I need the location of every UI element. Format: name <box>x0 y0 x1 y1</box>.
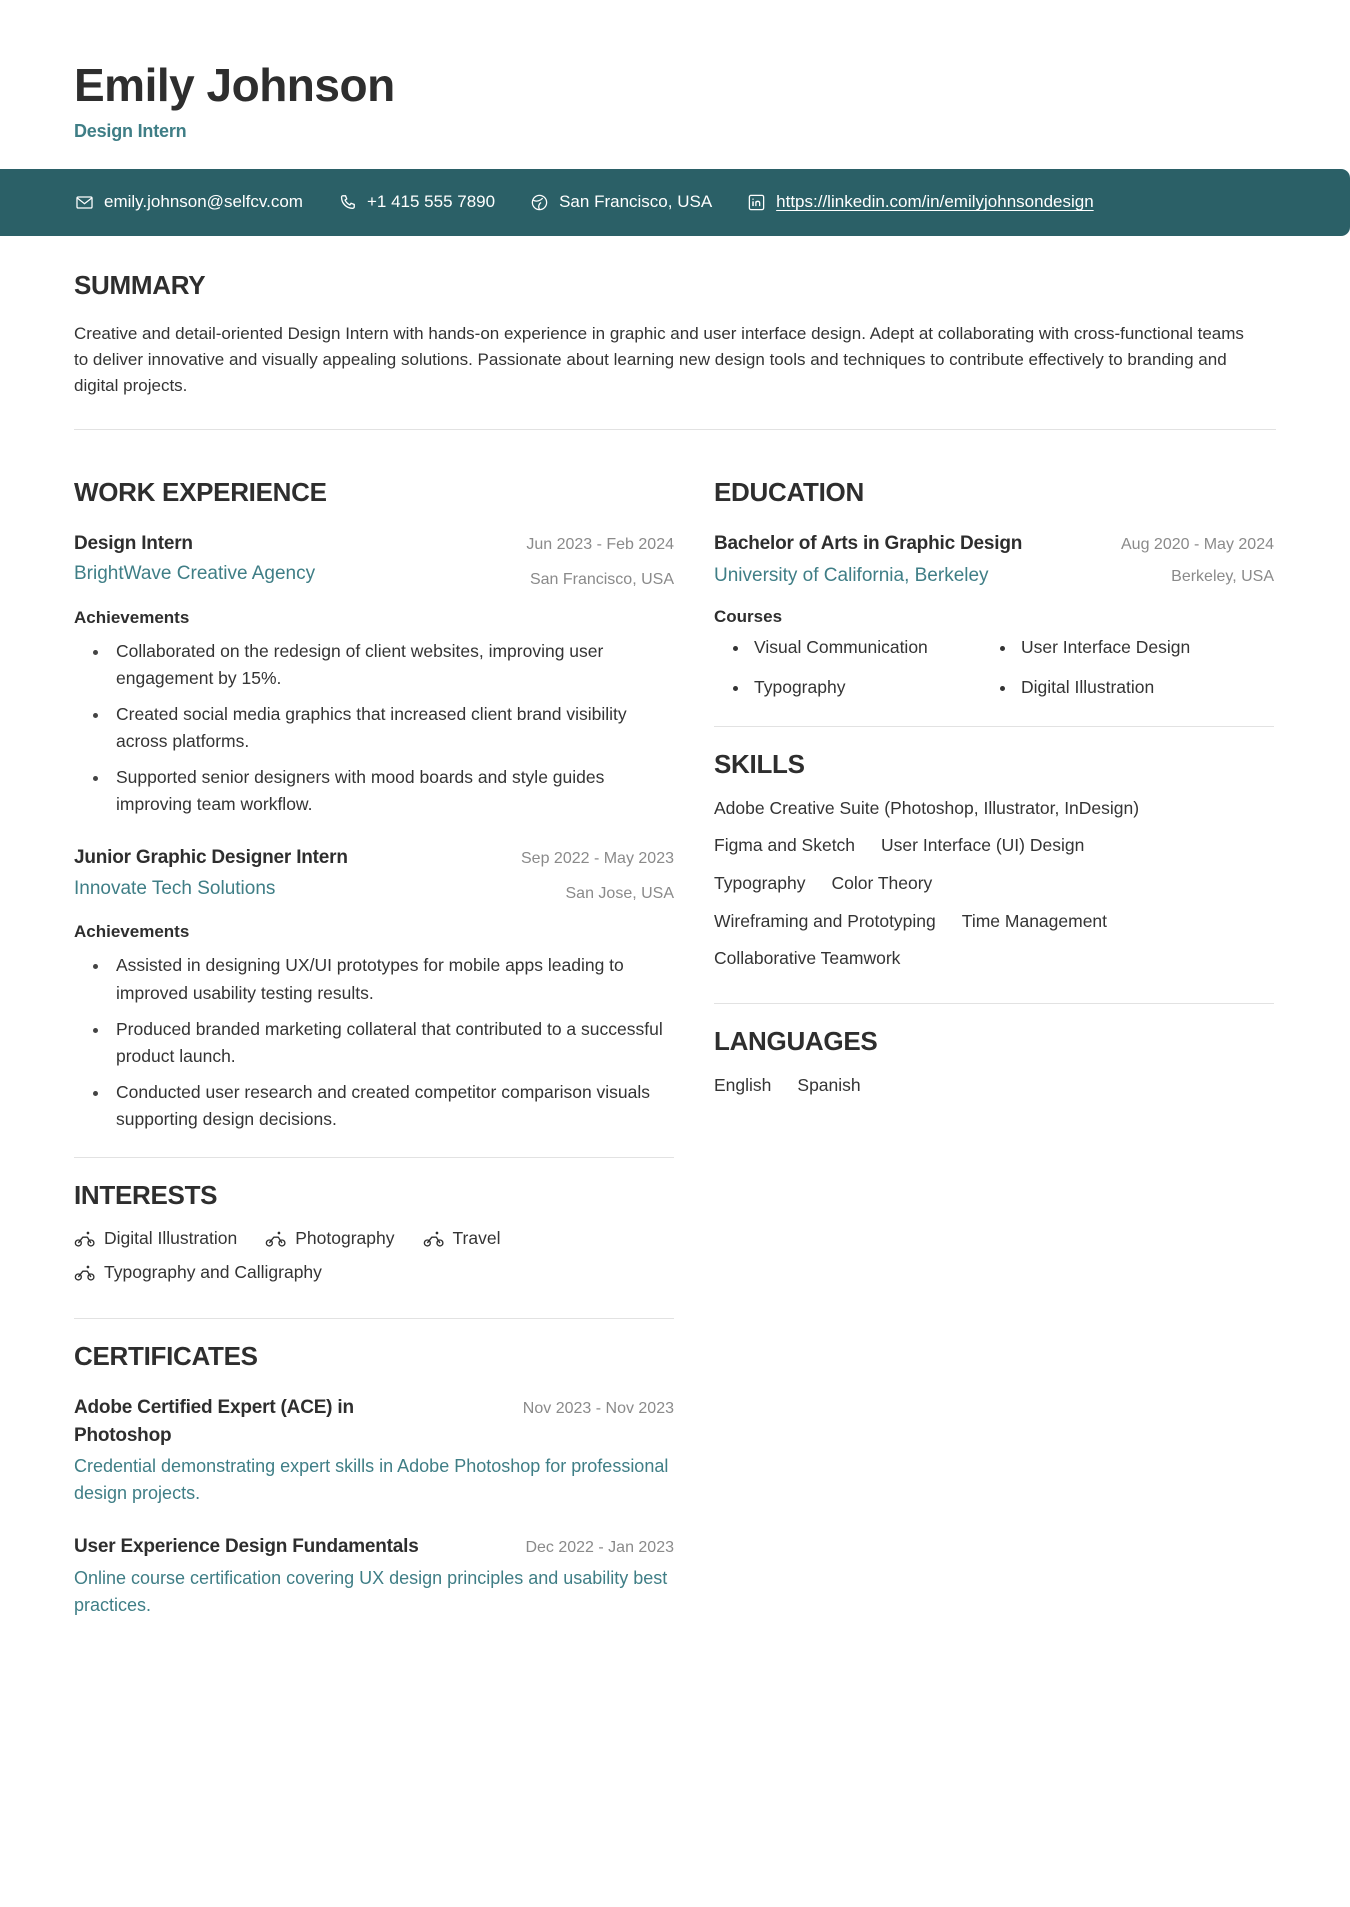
work-entry-location: San Jose, USA <box>565 885 674 903</box>
contact-bar <box>0 169 1350 236</box>
education-entry <box>714 530 1274 700</box>
linkedin-icon <box>746 192 767 213</box>
list-item: • User Interface Design <box>1017 635 1274 660</box>
skill-tag: Color Theory <box>831 872 933 893</box>
phone-icon <box>337 192 358 213</box>
bicycle-icon <box>265 1230 287 1248</box>
work-entry-achievements <box>74 638 674 819</box>
contact-email-text: emily.johnson@selfcv.com <box>104 192 303 212</box>
skill-tag: Collaborative Teamwork <box>714 948 901 969</box>
skill-tag: User Interface (UI) Design <box>881 835 1085 856</box>
interest-label: Photography <box>295 1228 395 1249</box>
work-entry-title: Junior Graphic Designer Intern <box>74 847 348 869</box>
work-entry-achievements-label: Achievements <box>74 922 190 942</box>
list-item <box>74 1262 646 1283</box>
certificate-entry <box>74 1533 674 1619</box>
skill-tag: Typography <box>714 872 806 893</box>
work-entry-title: Design Intern <box>74 532 193 554</box>
skills-list <box>714 797 1274 985</box>
divider-under-summary <box>74 429 1276 430</box>
list-item <box>423 1228 501 1249</box>
section-work-experience <box>74 457 674 1134</box>
list-item: • Produced branded marketing collateral that contributed to a successful product launch. <box>110 1016 674 1070</box>
page-title: Emily Johnson <box>74 59 395 111</box>
left-column <box>74 457 674 1619</box>
work-entry-org: Innovate Tech Solutions <box>74 877 276 899</box>
skill-tag: Adobe Creative Suite (Photoshop, Illustrator, InDesign) <box>714 797 1140 818</box>
list-item: • Typography <box>750 675 1007 700</box>
bicycle-icon <box>74 1264 96 1282</box>
interest-label: Typography and Calligraphy <box>104 1262 322 1283</box>
list-item: • Supported senior designers with mood boards and style guides improving team workflow. <box>110 764 674 818</box>
resume-header <box>0 0 1350 142</box>
education-school: University of California, Berkeley <box>714 565 989 587</box>
work-heading: WORK EXPERIENCE <box>74 476 327 507</box>
summary-heading: SUMMARY <box>74 269 206 300</box>
list-item <box>265 1228 394 1249</box>
education-location: Berkeley, USA <box>1171 568 1274 586</box>
contact-location <box>529 192 712 213</box>
list-item: • Visual Communication <box>750 635 1007 660</box>
interests-list <box>74 1228 674 1296</box>
contact-email[interactable] <box>74 192 303 213</box>
job-title: Design Intern <box>74 120 187 141</box>
certificate-title: User Experience Design Fundamentals <box>74 1536 419 1558</box>
education-degree: Bachelor of Arts in Graphic Design <box>714 532 1023 554</box>
contact-phone[interactable] <box>337 192 495 213</box>
work-entry <box>74 844 674 1133</box>
right-column <box>714 457 1274 1112</box>
work-entry-achievements-label: Achievements <box>74 607 190 627</box>
work-entry-achievements <box>74 952 674 1133</box>
contact-phone-text: +1 415 555 7890 <box>366 192 496 212</box>
certificate-description: Credential demonstrating expert skills in Adobe Photoshop for professional design projects. <box>74 1456 669 1504</box>
list-item: • Conducted user research and created competitor comparison visuals supporting design decisions. <box>110 1079 674 1133</box>
education-heading: EDUCATION <box>714 476 864 507</box>
list-item: • Created social media graphics that increased client brand visibility across platforms. <box>110 701 674 755</box>
languages-list <box>714 1074 1274 1112</box>
section-interests <box>74 1158 674 1296</box>
certificate-date: Dec 2022 - Jan 2023 <box>525 1539 674 1557</box>
contact-linkedin-text[interactable]: https://linkedin.com/in/emilyjohnsondesign <box>776 192 1094 212</box>
section-education <box>714 457 1274 700</box>
bicycle-icon <box>423 1230 445 1248</box>
section-languages <box>714 1004 1274 1112</box>
certificate-date: Nov 2023 - Nov 2023 <box>522 1400 674 1418</box>
language-tag: Spanish <box>797 1074 861 1095</box>
list-item: • Collaborated on the redesign of client websites, improving user engagement by 15%. <box>110 638 674 692</box>
two-column-body <box>74 457 1276 1619</box>
section-certificates <box>74 1319 674 1619</box>
skill-tag: Figma and Sketch <box>714 835 856 856</box>
work-entry-date: Jun 2023 - Feb 2024 <box>526 535 674 553</box>
section-summary <box>74 236 1276 400</box>
interest-label: Digital Illustration <box>104 1228 238 1249</box>
work-entry-date: Sep 2022 - May 2023 <box>521 850 674 868</box>
skill-tag: Time Management <box>961 910 1108 931</box>
work-entry <box>74 530 674 819</box>
contact-linkedin[interactable] <box>746 192 1094 213</box>
globe-icon <box>529 192 550 213</box>
list-item: • Assisted in designing UX/UI prototypes for mobile apps leading to improved usability testing results. <box>110 952 674 1006</box>
interests-heading: INTERESTS <box>74 1180 218 1211</box>
envelope-icon <box>74 192 95 213</box>
contact-location-text: San Francisco, USA <box>559 192 713 212</box>
list-item <box>74 1228 237 1249</box>
summary-text: Creative and detail-oriented Design Intern with hands-on experience in graphic and user interface design. Adept at collaborating with cross-functional teams to deliver innovative and visually appealing solutions. Passionate about learning new design tools and techniques to contribute effectively to branding and digital projects. <box>74 323 1244 396</box>
courses-list <box>714 635 1274 700</box>
skill-tag: Wireframing and Prototyping <box>714 910 936 931</box>
certificates-heading: CERTIFICATES <box>74 1341 258 1372</box>
list-item: • Digital Illustration <box>1017 675 1274 700</box>
language-tag: English <box>714 1074 772 1095</box>
certificate-entry <box>74 1394 674 1507</box>
work-entry-location: San Francisco, USA <box>529 570 674 588</box>
certificate-title: Adobe Certified Expert (ACE) in Photoshop <box>74 1397 354 1446</box>
courses-label: Courses <box>714 606 783 626</box>
interest-label: Travel <box>452 1228 501 1249</box>
languages-heading: LANGUAGES <box>714 1025 878 1056</box>
section-skills <box>714 727 1274 985</box>
bicycle-icon <box>74 1230 96 1248</box>
certificate-description: Online course certification covering UX design principles and usability best practices. <box>74 1567 668 1615</box>
work-entry-org: BrightWave Creative Agency <box>74 563 316 585</box>
education-date: Aug 2020 - May 2024 <box>1121 535 1274 553</box>
resume-content <box>0 236 1350 1619</box>
skills-heading: SKILLS <box>714 748 805 779</box>
